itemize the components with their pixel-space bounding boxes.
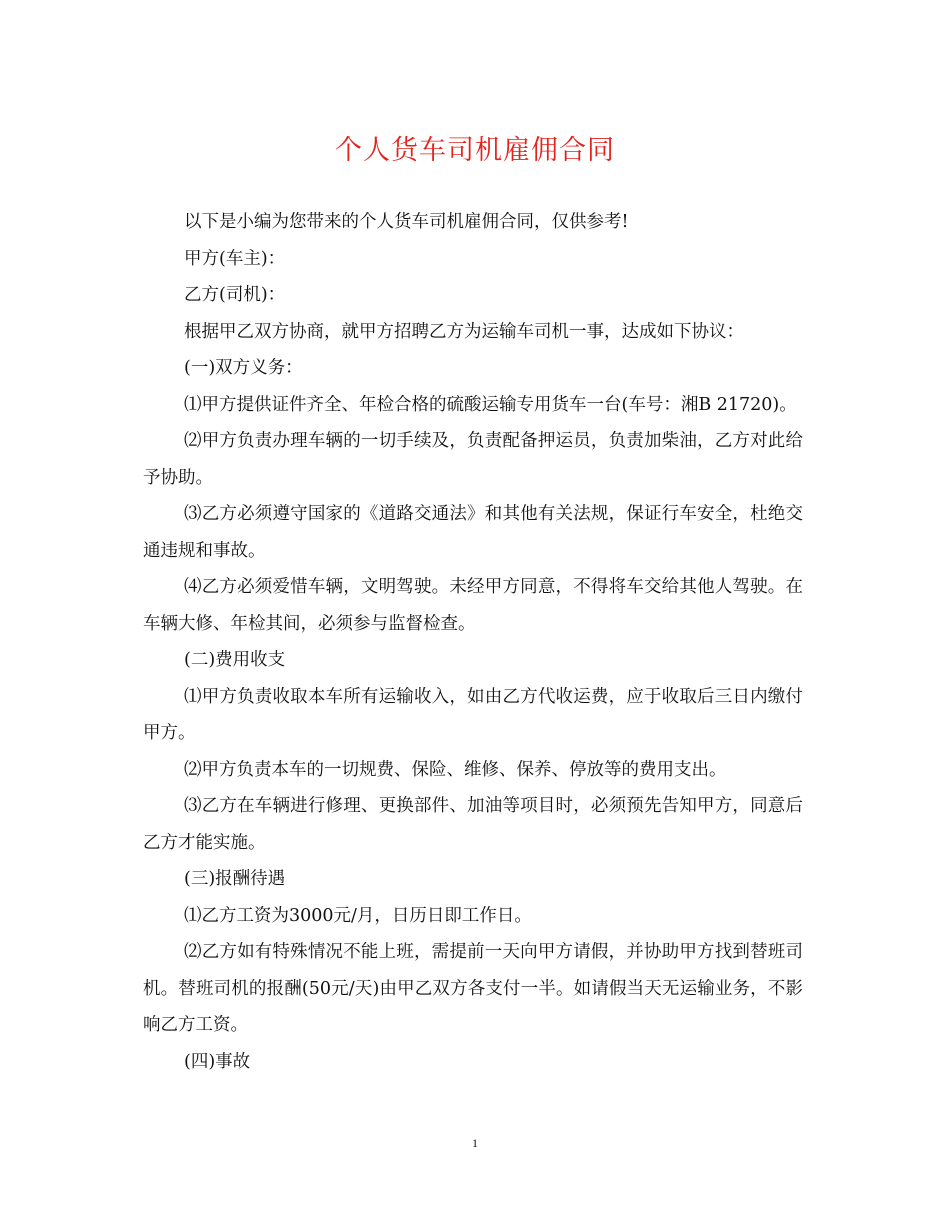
document-body	[143, 204, 803, 1080]
section-heading-expenses: (二)费用收支	[184, 650, 286, 670]
expense-clause-1: ⑴甲方负责收取本车所有运输收入，如由乙方代收运费，应于收取后三日内缴付甲方。	[143, 686, 803, 743]
section-heading-obligations: (一)双方义务：	[184, 358, 303, 378]
section-heading-accidents: (四)事故	[184, 1051, 251, 1072]
compensation-clause-2: ⑵乙方如有特殊情况不能上班，需提前一天向甲方请假，并协助甲方找到替班司机。替班司机的报酬(50元/天)由甲乙双方各支付一半。如请假当天无运输业务，不影响乙方工资。	[143, 942, 803, 1035]
obligation-clause-1: ⑴甲方提供证件齐全、年检合格的硫酸运输专用货车一台(车号：湘B 21720)。	[184, 394, 797, 415]
party-a-line: 甲方(车主)：	[184, 248, 286, 269]
obligation-clause-2: ⑵甲方负责办理车辆的一切手续及，负责配备押运员，负责加柴油，乙方对此给予协助。	[143, 431, 803, 488]
party-b-line: 乙方(司机)：	[184, 285, 286, 305]
page-number: 1	[472, 1136, 478, 1150]
expense-clause-2: ⑵甲方负责本车的一切规费、保险、维修、保养、停放等的费用支出。	[184, 759, 727, 780]
obligation-clause-3: ⑶乙方必须遵守国家的《道路交通法》和其他有关法规，保证行车安全，杜绝交通违规和事故。	[143, 504, 803, 561]
expense-clause-3: ⑶乙方在车辆进行修理、更换部件、加油等项目时，必须预先告知甲方，同意后乙方才能实施。	[143, 796, 803, 853]
agreement-preamble: 根据甲乙双方协商，就甲方招聘乙方为运输车司机一事，达成如下协议：	[184, 321, 744, 342]
section-heading-compensation: (三)报酬待遇	[184, 869, 286, 889]
intro-paragraph: 以下是小编为您带来的个人货车司机雇佣合同，仅供参考!	[184, 212, 629, 232]
obligation-clause-4: ⑷乙方必须爱惜车辆，文明驾驶。未经甲方同意，不得将车交给其他人驾驶。在车辆大修、年检其间，必须参与监督检查。	[143, 577, 803, 634]
document-title: 个人货车司机雇佣合同	[335, 135, 615, 166]
compensation-clause-1: ⑴乙方工资为3000元/月，日历日即工作日。	[184, 905, 532, 926]
